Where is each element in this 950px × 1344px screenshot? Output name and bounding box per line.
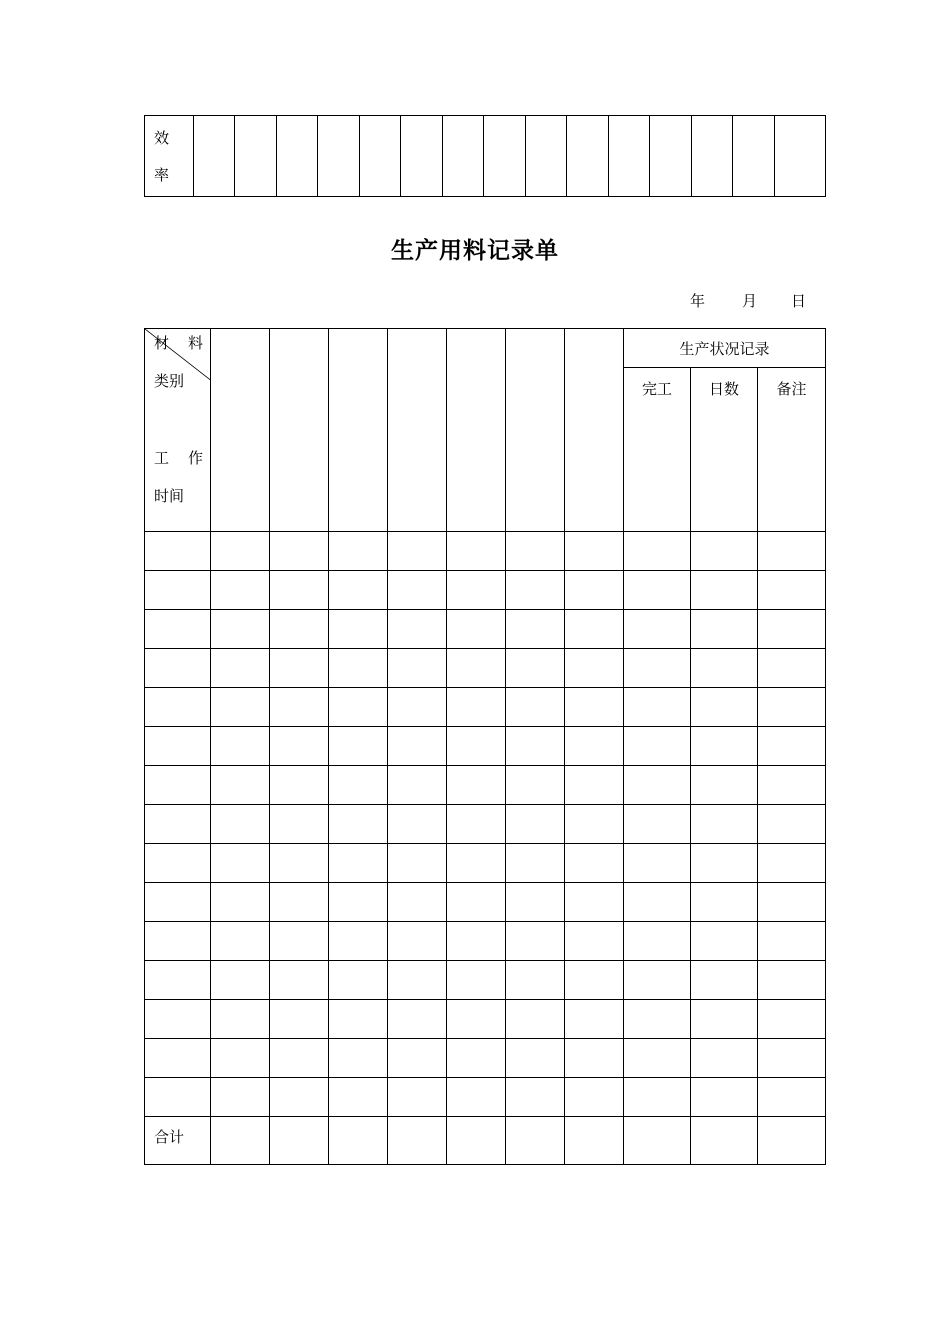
- table-row: [145, 649, 826, 688]
- table-cell[interactable]: [565, 649, 624, 688]
- efficiency-label-line1: 效: [154, 129, 170, 147]
- table-cell[interactable]: [145, 805, 211, 844]
- table-cell[interactable]: [506, 961, 565, 1000]
- table-cell[interactable]: [506, 610, 565, 649]
- table-cell[interactable]: [758, 1078, 826, 1117]
- table-cell[interactable]: [624, 649, 691, 688]
- table-cell[interactable]: [145, 1078, 211, 1117]
- table-cell[interactable]: [447, 961, 506, 1000]
- material-header-cell[interactable]: [211, 329, 270, 532]
- total-cell[interactable]: [624, 1117, 691, 1165]
- table-cell[interactable]: [565, 532, 624, 571]
- material-header-cell[interactable]: [506, 329, 565, 532]
- table-cell[interactable]: [758, 883, 826, 922]
- table-cell[interactable]: [211, 610, 270, 649]
- table-cell[interactable]: [758, 649, 826, 688]
- total-cell[interactable]: [691, 1117, 758, 1165]
- table-cell[interactable]: [211, 1000, 270, 1039]
- efficiency-cell[interactable]: [526, 116, 567, 197]
- table-cell[interactable]: [270, 766, 329, 805]
- table-cell[interactable]: [329, 688, 388, 727]
- table-cell[interactable]: [388, 649, 447, 688]
- table-cell[interactable]: [145, 571, 211, 610]
- table-cell[interactable]: [388, 571, 447, 610]
- total-row: [145, 1117, 826, 1165]
- table-cell[interactable]: [565, 805, 624, 844]
- table-cell[interactable]: [447, 1078, 506, 1117]
- table-cell[interactable]: [565, 961, 624, 1000]
- table-cell[interactable]: [624, 688, 691, 727]
- table-cell[interactable]: [506, 1078, 565, 1117]
- efficiency-cell[interactable]: [194, 116, 235, 197]
- table-row: [145, 1039, 826, 1078]
- table-cell[interactable]: [506, 766, 565, 805]
- table-row: [145, 532, 826, 571]
- table-cell[interactable]: [211, 571, 270, 610]
- table-row: [145, 1078, 826, 1117]
- table-cell[interactable]: [758, 766, 826, 805]
- table-cell[interactable]: [211, 805, 270, 844]
- table-row: [145, 727, 826, 766]
- material-header-cell[interactable]: [329, 329, 388, 532]
- table-row: [145, 1000, 826, 1039]
- table-cell[interactable]: [447, 805, 506, 844]
- table-cell[interactable]: [145, 649, 211, 688]
- table-cell[interactable]: [691, 532, 758, 571]
- efficiency-cell[interactable]: [484, 116, 526, 197]
- table-cell[interactable]: [329, 844, 388, 883]
- table-row: [145, 571, 826, 610]
- efficiency-label: [145, 116, 194, 197]
- table-cell[interactable]: [565, 727, 624, 766]
- table-cell[interactable]: [691, 766, 758, 805]
- total-cell[interactable]: [388, 1117, 447, 1165]
- table-cell[interactable]: [270, 649, 329, 688]
- table-cell[interactable]: [624, 961, 691, 1000]
- table-cell[interactable]: [388, 727, 447, 766]
- production-status-header: 生产状况记录: [624, 329, 826, 368]
- table-cell[interactable]: [624, 766, 691, 805]
- table-cell[interactable]: [388, 1078, 447, 1117]
- table-cell[interactable]: [329, 883, 388, 922]
- table-row: [145, 922, 826, 961]
- table-cell[interactable]: [329, 1078, 388, 1117]
- table-cell[interactable]: [211, 688, 270, 727]
- total-cell[interactable]: [447, 1117, 506, 1165]
- table-cell[interactable]: [506, 571, 565, 610]
- material-header-cell[interactable]: [565, 329, 624, 532]
- efficiency-cell[interactable]: [443, 116, 484, 197]
- table-cell[interactable]: [211, 766, 270, 805]
- table-cell[interactable]: [211, 727, 270, 766]
- table-cell[interactable]: [211, 1078, 270, 1117]
- table-cell[interactable]: [565, 688, 624, 727]
- table-cell[interactable]: [211, 961, 270, 1000]
- table-cell[interactable]: [506, 805, 565, 844]
- table-cell[interactable]: [211, 922, 270, 961]
- total-cell[interactable]: [758, 1117, 826, 1165]
- table-cell[interactable]: [758, 688, 826, 727]
- table-cell[interactable]: [329, 1039, 388, 1078]
- table-cell[interactable]: [145, 922, 211, 961]
- table-cell[interactable]: [447, 688, 506, 727]
- table-cell[interactable]: [565, 1000, 624, 1039]
- header-work-char1: 工: [154, 449, 170, 467]
- table-cell[interactable]: [758, 532, 826, 571]
- table-cell[interactable]: [506, 883, 565, 922]
- table-cell[interactable]: [329, 571, 388, 610]
- table-cell[interactable]: [270, 610, 329, 649]
- table-cell[interactable]: [388, 688, 447, 727]
- table-cell[interactable]: [447, 610, 506, 649]
- efficiency-cell[interactable]: [650, 116, 692, 197]
- table-cell[interactable]: [329, 961, 388, 1000]
- table-cell[interactable]: [758, 805, 826, 844]
- table-cell[interactable]: [270, 805, 329, 844]
- diagonal-header-cell: [145, 329, 211, 532]
- table-cell[interactable]: [447, 883, 506, 922]
- table-cell[interactable]: [447, 649, 506, 688]
- table-cell[interactable]: [270, 1078, 329, 1117]
- table-cell[interactable]: [145, 961, 211, 1000]
- table-cell[interactable]: [270, 961, 329, 1000]
- header-category-label: 类别: [154, 372, 185, 390]
- efficiency-cell[interactable]: [733, 116, 775, 197]
- table-cell[interactable]: [145, 883, 211, 922]
- table-cell[interactable]: [691, 1000, 758, 1039]
- table-cell[interactable]: [758, 922, 826, 961]
- table-cell[interactable]: [447, 727, 506, 766]
- table-cell[interactable]: [758, 1039, 826, 1078]
- total-cell[interactable]: [211, 1117, 270, 1165]
- table-cell[interactable]: [758, 844, 826, 883]
- table-cell[interactable]: [211, 844, 270, 883]
- table-cell[interactable]: [270, 1039, 329, 1078]
- table-cell[interactable]: [211, 532, 270, 571]
- table-cell[interactable]: [270, 1000, 329, 1039]
- total-label: 合计: [145, 1117, 211, 1165]
- table-cell[interactable]: [447, 922, 506, 961]
- header-work-char2: 作: [188, 449, 204, 467]
- efficiency-table: [144, 115, 826, 197]
- table-cell[interactable]: [447, 844, 506, 883]
- table-cell[interactable]: [624, 805, 691, 844]
- table-row: [145, 766, 826, 805]
- efficiency-row: [145, 116, 826, 197]
- table-cell[interactable]: [565, 883, 624, 922]
- table-cell[interactable]: [506, 727, 565, 766]
- table-cell[interactable]: [565, 922, 624, 961]
- table-cell[interactable]: [270, 844, 329, 883]
- days-header: 日数: [691, 368, 758, 532]
- table-cell[interactable]: [270, 922, 329, 961]
- header-row-top: [145, 329, 826, 368]
- efficiency-cell[interactable]: [318, 116, 360, 197]
- table-cell[interactable]: [329, 532, 388, 571]
- table-cell[interactable]: [565, 571, 624, 610]
- table-cell[interactable]: [145, 727, 211, 766]
- table-cell[interactable]: [691, 727, 758, 766]
- table-cell[interactable]: [691, 961, 758, 1000]
- table-cell[interactable]: [388, 922, 447, 961]
- table-cell[interactable]: [758, 1000, 826, 1039]
- table-cell[interactable]: [758, 727, 826, 766]
- table-row: [145, 844, 826, 883]
- table-cell[interactable]: [388, 1000, 447, 1039]
- table-cell[interactable]: [447, 1000, 506, 1039]
- total-cell[interactable]: [506, 1117, 565, 1165]
- table-cell[interactable]: [211, 649, 270, 688]
- table-cell[interactable]: [506, 1000, 565, 1039]
- table-cell[interactable]: [388, 766, 447, 805]
- table-cell[interactable]: [329, 727, 388, 766]
- table-cell[interactable]: [388, 610, 447, 649]
- table-cell[interactable]: [691, 610, 758, 649]
- table-cell[interactable]: [758, 571, 826, 610]
- table-cell[interactable]: [565, 1039, 624, 1078]
- material-record-table: [144, 328, 826, 1165]
- table-cell[interactable]: [624, 1039, 691, 1078]
- table-cell[interactable]: [758, 961, 826, 1000]
- table-cell[interactable]: [758, 610, 826, 649]
- table-cell[interactable]: [447, 532, 506, 571]
- table-cell[interactable]: [565, 766, 624, 805]
- table-cell[interactable]: [691, 1078, 758, 1117]
- table-cell[interactable]: [388, 844, 447, 883]
- header-material-char1: 材: [154, 334, 170, 352]
- table-cell[interactable]: [691, 649, 758, 688]
- table-row: [145, 805, 826, 844]
- completion-header: 完工: [624, 368, 691, 532]
- date-year-label: 年: [690, 292, 706, 310]
- table-cell[interactable]: [506, 649, 565, 688]
- table-cell[interactable]: [624, 883, 691, 922]
- table-row: [145, 610, 826, 649]
- table-row: [145, 883, 826, 922]
- table-cell[interactable]: [145, 610, 211, 649]
- table-cell[interactable]: [624, 532, 691, 571]
- table-cell[interactable]: [145, 1000, 211, 1039]
- efficiency-cell[interactable]: [277, 116, 318, 197]
- table-cell[interactable]: [388, 883, 447, 922]
- efficiency-cell[interactable]: [692, 116, 733, 197]
- table-cell[interactable]: [329, 649, 388, 688]
- table-cell[interactable]: [145, 844, 211, 883]
- table-cell[interactable]: [329, 922, 388, 961]
- table-row: [145, 961, 826, 1000]
- table-cell[interactable]: [211, 1039, 270, 1078]
- table-cell[interactable]: [270, 532, 329, 571]
- table-cell[interactable]: [691, 883, 758, 922]
- table-cell[interactable]: [565, 844, 624, 883]
- material-header-cell[interactable]: [270, 329, 329, 532]
- table-cell[interactable]: [506, 688, 565, 727]
- table-cell[interactable]: [329, 766, 388, 805]
- table-cell[interactable]: [329, 610, 388, 649]
- table-cell[interactable]: [388, 532, 447, 571]
- efficiency-cell[interactable]: [235, 116, 277, 197]
- table-cell[interactable]: [624, 1000, 691, 1039]
- efficiency-label-line2: 率: [154, 166, 170, 184]
- table-cell[interactable]: [691, 805, 758, 844]
- header-time-label: 时间: [154, 487, 185, 505]
- efficiency-cell[interactable]: [401, 116, 443, 197]
- table-cell[interactable]: [506, 844, 565, 883]
- date-day-label: 日: [791, 292, 807, 310]
- table-cell[interactable]: [624, 1078, 691, 1117]
- header-material-char2: 料: [188, 334, 204, 352]
- table-cell[interactable]: [447, 766, 506, 805]
- table-cell[interactable]: [624, 610, 691, 649]
- efficiency-cell[interactable]: [360, 116, 401, 197]
- table-cell[interactable]: [624, 922, 691, 961]
- table-cell[interactable]: [145, 532, 211, 571]
- table-cell[interactable]: [145, 688, 211, 727]
- remarks-header: 备注: [758, 368, 826, 532]
- table-cell[interactable]: [691, 571, 758, 610]
- table-cell[interactable]: [447, 571, 506, 610]
- total-cell[interactable]: [565, 1117, 624, 1165]
- efficiency-cell[interactable]: [609, 116, 650, 197]
- form-title: 生产用料记录单: [391, 237, 559, 264]
- table-cell[interactable]: [270, 883, 329, 922]
- total-cell[interactable]: [329, 1117, 388, 1165]
- table-cell[interactable]: [270, 571, 329, 610]
- table-cell[interactable]: [145, 766, 211, 805]
- table-cell[interactable]: [691, 922, 758, 961]
- table-row: [145, 688, 826, 727]
- table-cell[interactable]: [270, 727, 329, 766]
- table-cell[interactable]: [691, 844, 758, 883]
- table-cell[interactable]: [270, 688, 329, 727]
- table-cell[interactable]: [506, 1039, 565, 1078]
- table-cell[interactable]: [624, 844, 691, 883]
- efficiency-cell[interactable]: [775, 116, 826, 197]
- material-header-cell[interactable]: [388, 329, 447, 532]
- table-cell[interactable]: [329, 805, 388, 844]
- efficiency-cell[interactable]: [567, 116, 609, 197]
- table-cell[interactable]: [565, 1078, 624, 1117]
- table-cell[interactable]: [145, 1039, 211, 1078]
- table-cell[interactable]: [691, 1039, 758, 1078]
- table-cell[interactable]: [624, 727, 691, 766]
- table-cell[interactable]: [506, 532, 565, 571]
- table-cell[interactable]: [388, 961, 447, 1000]
- table-cell[interactable]: [691, 688, 758, 727]
- table-cell[interactable]: [329, 1000, 388, 1039]
- table-cell[interactable]: [211, 883, 270, 922]
- table-cell[interactable]: [565, 610, 624, 649]
- table-cell[interactable]: [388, 1039, 447, 1078]
- table-cell[interactable]: [447, 1039, 506, 1078]
- total-cell[interactable]: [270, 1117, 329, 1165]
- table-cell[interactable]: [388, 805, 447, 844]
- material-header-cell[interactable]: [447, 329, 506, 532]
- date-month-label: 月: [742, 292, 758, 310]
- table-cell[interactable]: [624, 571, 691, 610]
- table-cell[interactable]: [506, 922, 565, 961]
